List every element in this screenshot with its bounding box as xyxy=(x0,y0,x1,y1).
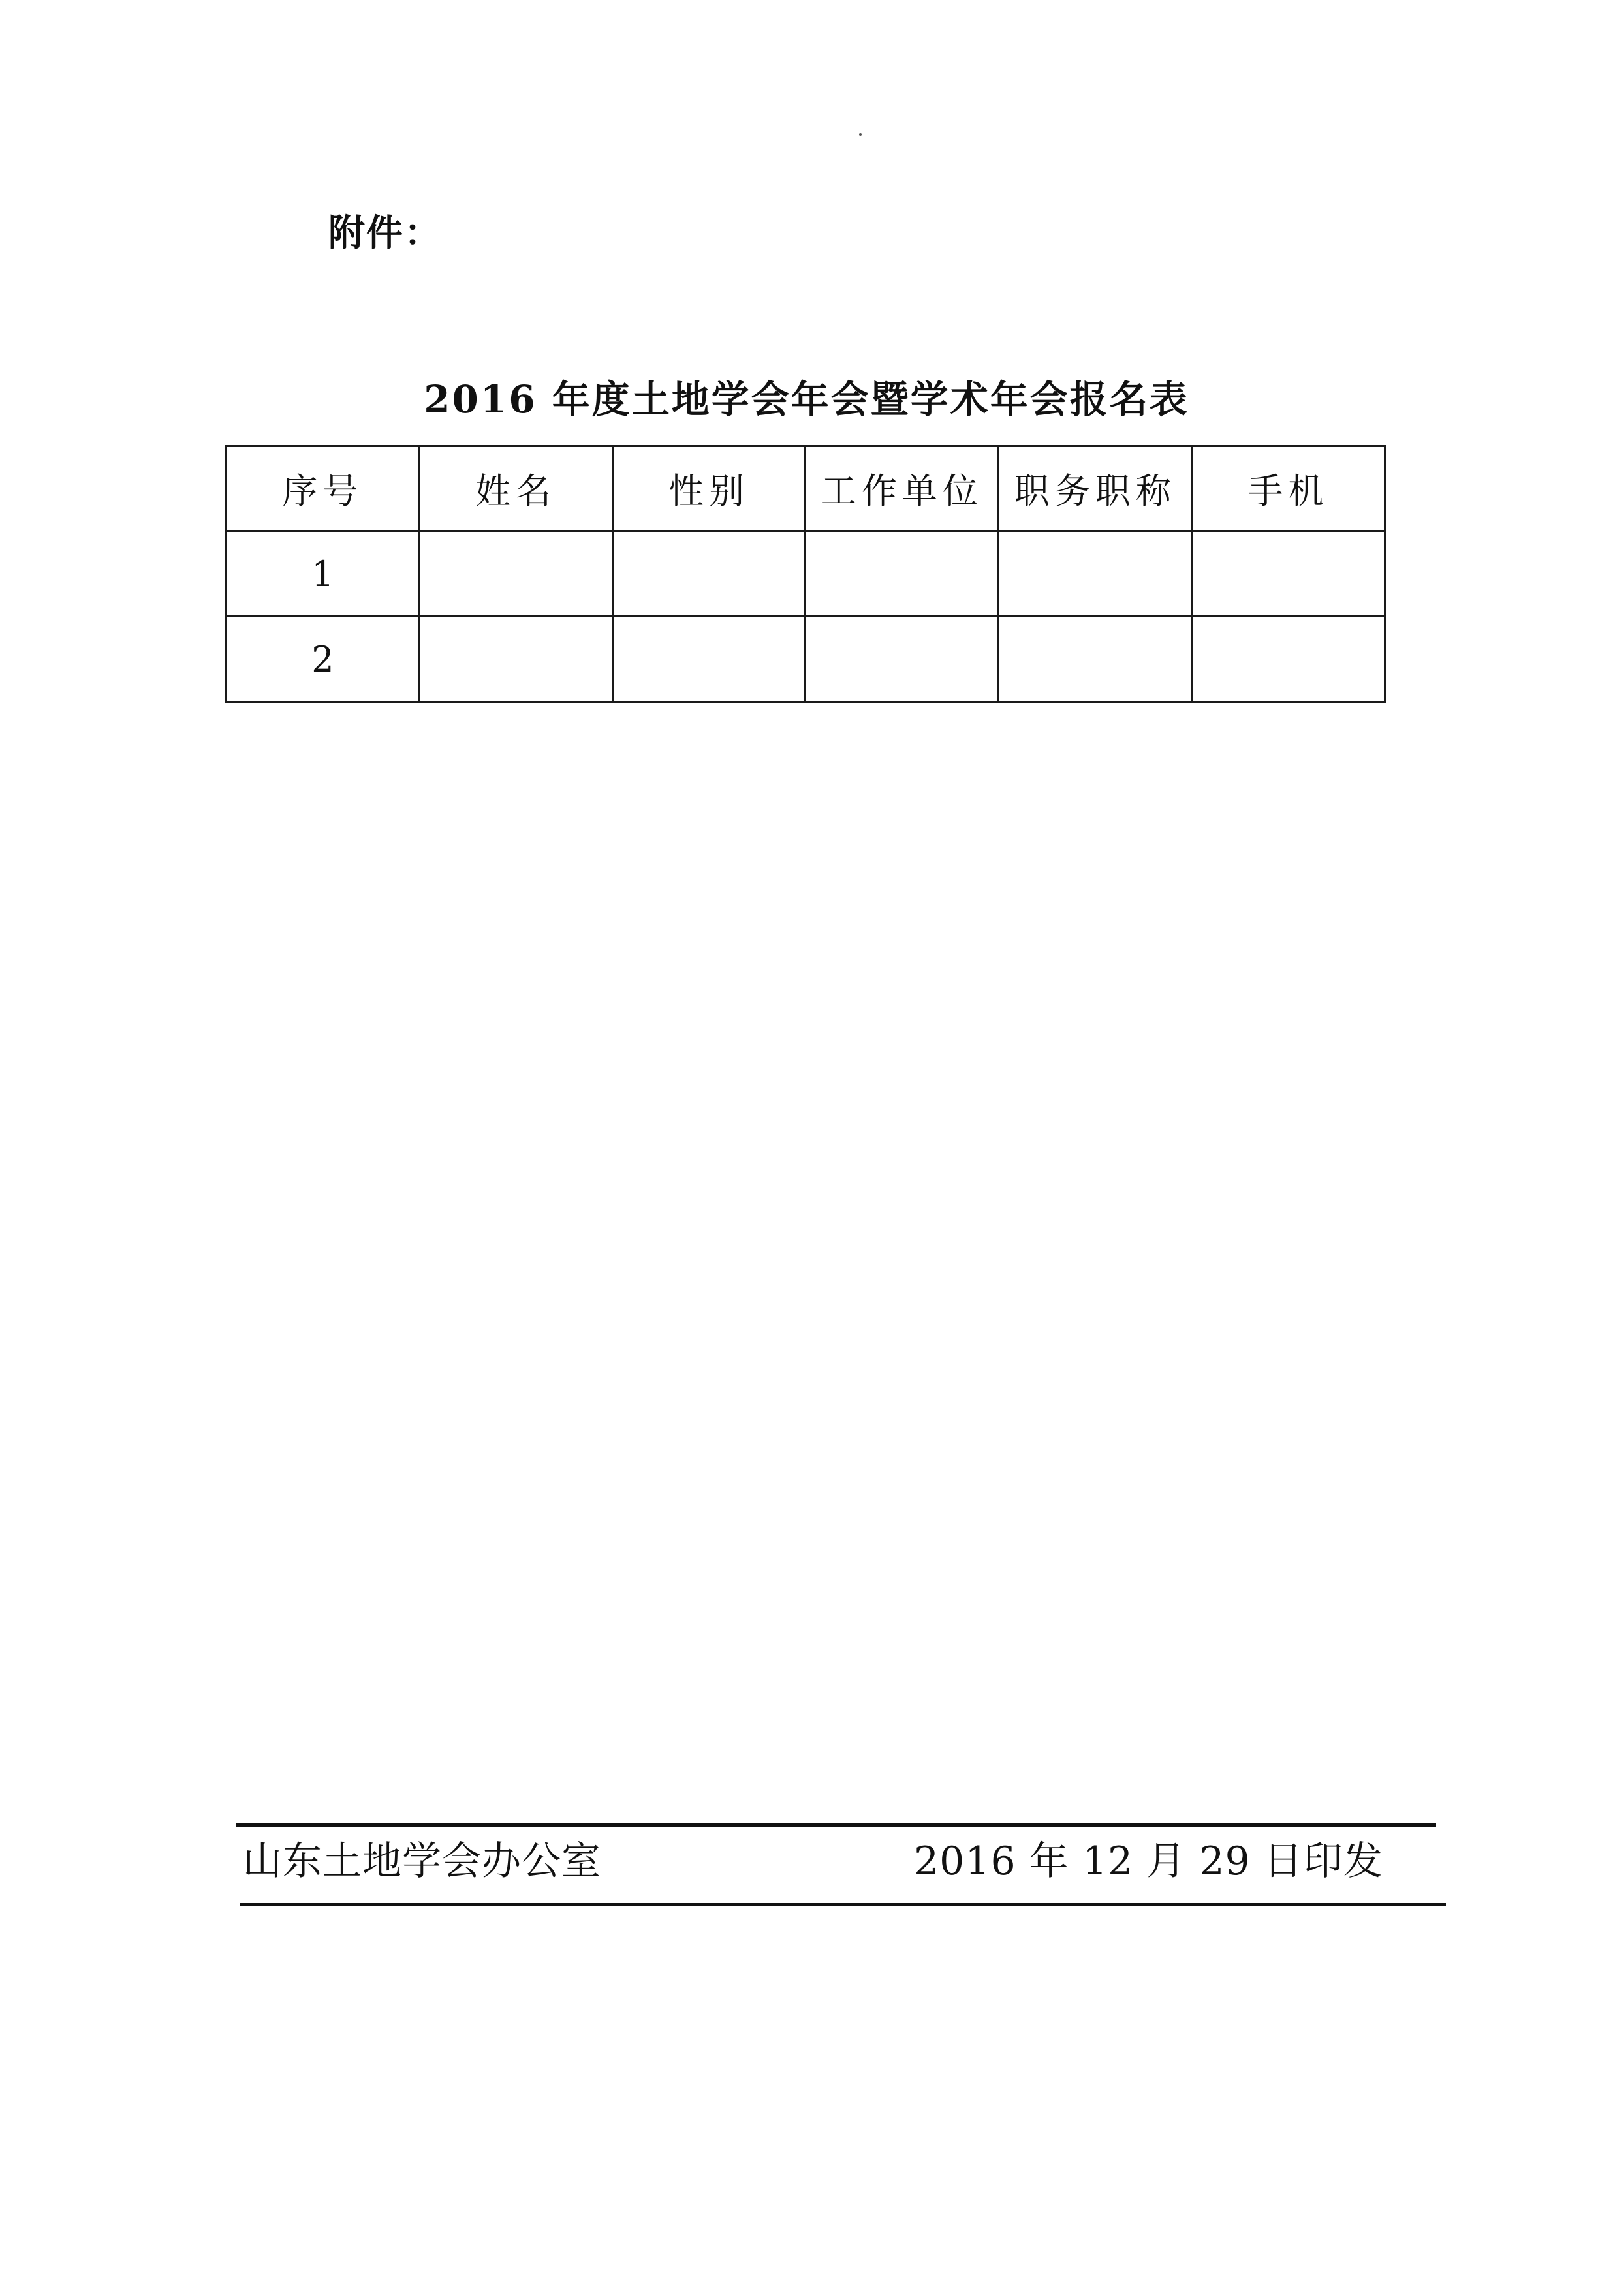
attachment-label: 附件： xyxy=(328,212,442,255)
footer-top-rule xyxy=(236,1823,1436,1827)
footer-issuer: 山东土地学会办公室 xyxy=(243,1838,601,1884)
cell-gender xyxy=(612,531,806,617)
cell-serial: 2 xyxy=(227,617,420,702)
cell-name xyxy=(419,531,612,617)
scan-speck xyxy=(859,133,862,136)
cell-employer xyxy=(806,531,999,617)
cell-serial: 1 xyxy=(227,531,420,617)
header-gender: 性别 xyxy=(612,446,806,531)
cell-mobile xyxy=(1192,617,1385,702)
cell-gender xyxy=(612,617,806,702)
table-row xyxy=(227,531,1385,617)
header-name: 姓名 xyxy=(419,446,612,531)
cell-position-title xyxy=(999,531,1192,617)
cell-employer xyxy=(806,617,999,702)
document-title: 2016 年度土地学会年会暨学术年会报名表 xyxy=(424,377,1189,422)
footer-issue-date: 2016 年 12 月 29 日印发 xyxy=(914,1838,1383,1884)
cell-mobile xyxy=(1192,531,1385,617)
registration-table xyxy=(225,445,1386,703)
table-header-row xyxy=(227,446,1385,531)
header-mobile: 手机 xyxy=(1192,446,1385,531)
cell-name xyxy=(419,617,612,702)
header-serial: 序号 xyxy=(227,446,420,531)
header-employer: 工作单位 xyxy=(806,446,999,531)
table-row xyxy=(227,617,1385,702)
cell-position-title xyxy=(999,617,1192,702)
header-position-title: 职务职称 xyxy=(999,446,1192,531)
footer-bottom-rule xyxy=(240,1903,1446,1906)
